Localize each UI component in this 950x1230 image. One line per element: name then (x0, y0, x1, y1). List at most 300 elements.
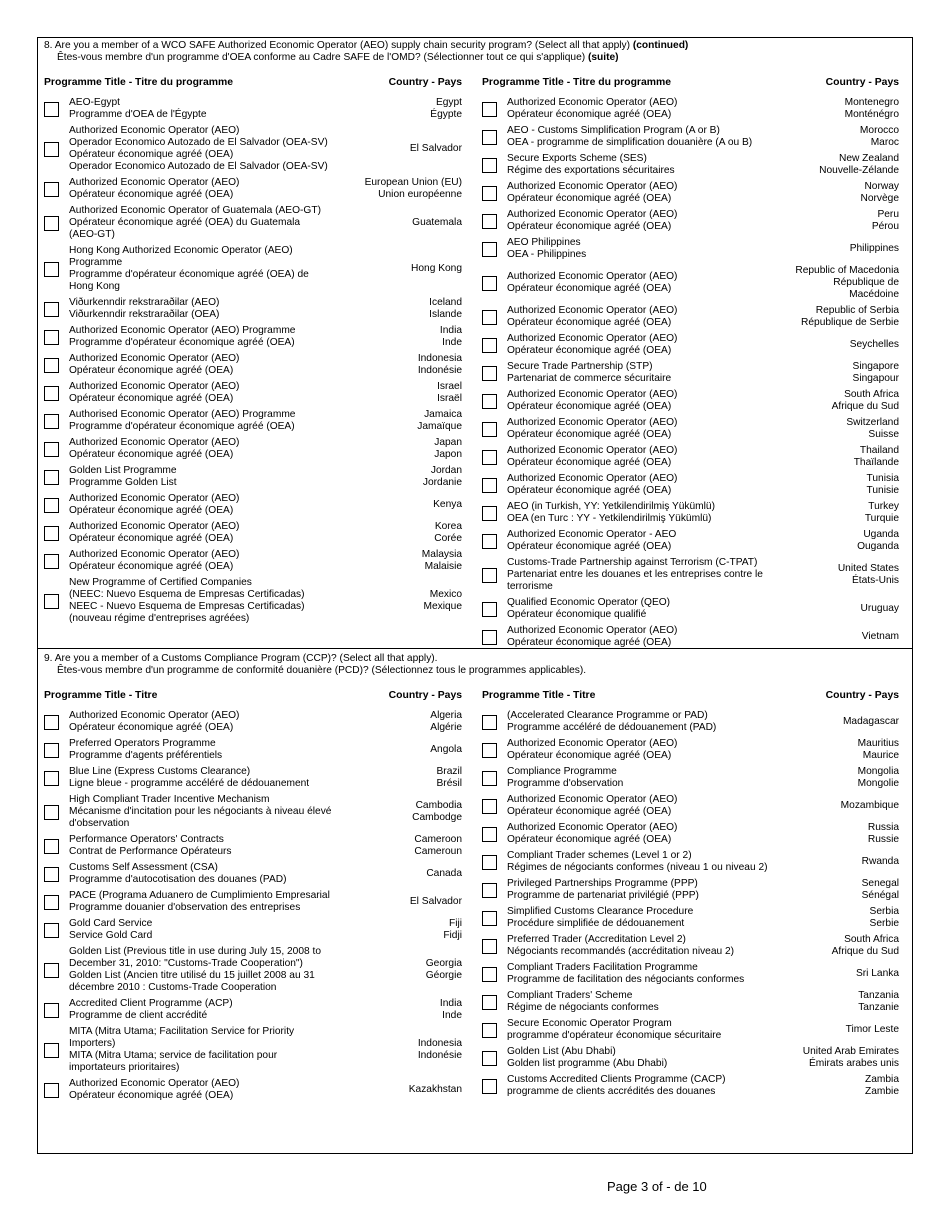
program-row (44, 549, 462, 573)
program-row (482, 305, 899, 329)
country-line: Israël (437, 393, 462, 404)
program-checkbox[interactable] (44, 498, 59, 513)
program-title-line: Customs Self Assessment (CSA) (69, 862, 218, 873)
program-checkbox[interactable] (44, 358, 59, 373)
program-row (44, 409, 462, 433)
program-title-line: Opérateur économique agréé (OEA) (69, 561, 234, 572)
country-line: Mexique (423, 601, 462, 612)
country-line: Kenya (433, 499, 462, 510)
program-title-line: Customs-Trade Partnership against Terrorism (C-TPAT) (507, 557, 758, 568)
program-checkbox[interactable] (482, 883, 497, 898)
program-title-line: Opérateur économique agréé (OEA) (507, 834, 672, 845)
program-row (44, 125, 462, 173)
program-title-line: Programme d'opérateur économique agréé (OEA) de (69, 269, 309, 280)
country-line: Cameroon (414, 834, 462, 845)
program-country (856, 968, 899, 980)
program-title-line: Opérateur économique agréé (OEA) (69, 505, 234, 516)
program-country (846, 1024, 899, 1036)
program-country (440, 998, 462, 1022)
program-country (418, 1038, 462, 1062)
program-country (858, 738, 899, 762)
country-line: India (439, 998, 462, 1009)
program-title-line: AEO-Egypt (69, 97, 120, 108)
program-title (507, 822, 868, 846)
program-title (507, 361, 853, 385)
program-row (44, 205, 462, 241)
program-title-line: Operador Economico Autozado de El Salvador (OEA-SV) (69, 161, 328, 172)
country-line: Inde (442, 337, 462, 348)
program-title-line: Viðurkenndir rekstraraðilar (OEA) (69, 309, 220, 320)
program-country (437, 381, 462, 405)
program-checkbox[interactable] (482, 1079, 497, 1094)
program-checkbox[interactable] (44, 470, 59, 485)
program-title-line: Opérateur économique agréé (OEA) (69, 149, 234, 160)
country-line: Tanzania (858, 990, 899, 1001)
program-checkbox[interactable] (44, 867, 59, 882)
program-title (69, 465, 423, 489)
program-title-line: MITA (Mitra Utama; Facilitation Service for Priority (69, 1026, 295, 1037)
country-line: Turkey (868, 501, 899, 512)
program-checkbox[interactable] (44, 963, 59, 978)
program-checkbox[interactable] (482, 715, 497, 730)
program-row (482, 962, 899, 986)
program-checkbox[interactable] (482, 338, 497, 353)
program-country (423, 589, 462, 613)
question-8-suite: (suite) (585, 52, 619, 63)
program-title-line: Secure Trade Partnership (STP) (507, 361, 653, 372)
program-title (69, 245, 411, 293)
program-title (69, 437, 434, 461)
country-line: United States (837, 563, 899, 574)
program-country (429, 297, 462, 321)
program-title-line: Ligne bleue - programme accéléré de dédouanement (69, 778, 310, 789)
country-line: Georgia (425, 958, 462, 969)
program-title (69, 998, 440, 1022)
program-country (850, 339, 899, 351)
program-checkbox[interactable] (482, 967, 497, 982)
program-row (44, 97, 462, 121)
program-title-line: d'observation (69, 818, 130, 829)
program-title-line: Programme (69, 257, 123, 268)
country-line: Cameroun (414, 846, 462, 857)
program-checkbox[interactable] (482, 568, 497, 583)
program-title-line: OEA - Philippines (507, 249, 587, 260)
program-title (69, 738, 430, 762)
program-checkbox[interactable] (482, 186, 497, 201)
country-line: Égypte (430, 109, 462, 120)
program-checkbox[interactable] (482, 102, 497, 117)
program-title (507, 237, 850, 261)
program-country (430, 97, 462, 121)
program-title-line: AEO - Customs Simplification Program (A or B) (507, 125, 720, 136)
program-title (69, 710, 430, 734)
program-title-line: importateurs prioritaires) (69, 1062, 180, 1073)
program-title-line: Opérateur économique agréé (OEA) (507, 317, 672, 328)
program-country (853, 361, 899, 385)
program-country (412, 800, 462, 824)
country-line: Cambodia (415, 800, 462, 811)
program-title-line: Opérateur économique agréé (OEA) (69, 722, 234, 733)
program-checkbox[interactable] (482, 310, 497, 325)
country-line: Cambodge (412, 812, 462, 823)
program-title-line: Opérateur économique agréé (OEA) (507, 806, 672, 817)
program-row (44, 325, 462, 349)
program-title (69, 549, 422, 573)
country-line: Hong Kong (411, 263, 462, 274)
program-title-line: Opérateur économique agréé (OEA) (507, 457, 672, 468)
program-row (482, 710, 899, 734)
program-country (426, 958, 462, 982)
country-line: Algérie (430, 722, 462, 733)
program-country (422, 549, 462, 573)
program-title-line: Gold Card Service (69, 918, 153, 929)
program-title-line: Opérateur économique agréé (OEA) (69, 533, 234, 544)
program-checkbox[interactable] (482, 242, 497, 257)
country-line: Malaisie (424, 561, 462, 572)
program-title-line: décembre 2010 : Customs-Trade Cooperation (69, 982, 277, 993)
program-checkbox[interactable] (44, 262, 59, 277)
country-line: Uganda (863, 529, 899, 540)
question-8-french: Êtes-vous membre d'un programme d'OEA conforme au Cadre SAFE de l'OMD? (Sélectionner tout ce qui s'applique) (57, 52, 586, 63)
program-title-line: Customs Accredited Clients Programme (CACP) (507, 1074, 726, 1085)
program-title-line: terrorisme (507, 581, 553, 592)
program-checkbox[interactable] (482, 995, 497, 1010)
program-title-line: Opérateur économique agréé (OEA) (507, 345, 672, 356)
country-line: Géorgie (425, 970, 462, 981)
program-title-line: Opérateur économique agréé (OEA) (507, 541, 672, 552)
country-line: Tunisie (866, 485, 899, 496)
program-title-line: Qualified Economic Operator (QEO) (507, 597, 671, 608)
program-country (860, 603, 899, 615)
program-title-line: Authorized Economic Operator (AEO) (507, 333, 678, 344)
program-title-line: Authorized Economic Operator (AEO) (507, 209, 678, 220)
program-title (507, 271, 795, 295)
country-line: Corée (434, 533, 462, 544)
program-country (417, 409, 462, 433)
program-checkbox[interactable] (44, 102, 59, 117)
program-title-line: Régime de négociants conformes (507, 1002, 659, 1013)
program-title-line: Blue Line (Express Customs Clearance) (69, 766, 251, 777)
program-country (418, 353, 462, 377)
program-country (862, 878, 899, 902)
program-title-line: Golden List (Abu Dhabi) (507, 1046, 616, 1057)
program-row (44, 577, 462, 625)
program-title-line: Programme d'agents préférentiels (69, 750, 223, 761)
program-title (69, 205, 412, 241)
country-line: Macédoine (849, 289, 899, 300)
country-line: Indonesia (417, 1038, 462, 1049)
program-title (507, 305, 801, 329)
program-row (44, 465, 462, 489)
program-title-line: Programme de client accrédité (69, 1010, 208, 1021)
program-checkbox[interactable] (44, 330, 59, 345)
program-checkbox[interactable] (482, 534, 497, 549)
country-line: Fidji (443, 930, 462, 941)
program-country (795, 265, 899, 301)
program-row (482, 181, 899, 205)
program-title (69, 521, 434, 545)
program-title (69, 834, 414, 858)
program-title-line: Preferred Operators Programme (69, 738, 216, 749)
program-checkbox[interactable] (482, 602, 497, 617)
program-row (44, 766, 462, 790)
country-line: Madagascar (842, 716, 899, 727)
program-title (507, 97, 845, 121)
program-country (843, 716, 899, 728)
program-title-line: Authorized Economic Operator (AEO) (507, 822, 678, 833)
program-row (482, 794, 899, 818)
program-title-line: Opérateur économique agréé (OEA) (507, 283, 672, 294)
program-checkbox[interactable] (482, 394, 497, 409)
program-title (507, 473, 867, 497)
country-line: Tanzanie (858, 1002, 899, 1013)
country-line: Japon (434, 449, 462, 460)
program-country (443, 918, 462, 942)
program-country (803, 1046, 899, 1070)
section-divider (37, 648, 913, 649)
program-title (69, 794, 412, 830)
country-line: Morocco (859, 125, 899, 136)
column-country-header: Country - Pays (388, 690, 462, 701)
program-row (44, 1026, 462, 1074)
program-title (507, 878, 862, 902)
program-country (854, 445, 899, 469)
country-line: Nouvelle-Zélande (819, 165, 899, 176)
program-title-line: Secure Exports Scheme (SES) (507, 153, 647, 164)
program-checkbox[interactable] (44, 594, 59, 609)
country-line: Zambia (865, 1074, 899, 1085)
program-title-line: Golden List (Previous title in use during July 15, 2008 to (69, 946, 322, 957)
program-title (507, 934, 832, 958)
country-line: Norvège (860, 193, 899, 204)
program-country (365, 177, 462, 201)
program-checkbox[interactable] (482, 630, 497, 645)
program-title-line: Viðurkenndir rekstraraðilar (AEO) (69, 297, 220, 308)
program-title-line: PACE (Programa Aduanero de Cumplimiento Empresarial (69, 890, 330, 901)
program-checkbox[interactable] (44, 442, 59, 457)
program-title (507, 1018, 846, 1042)
program-title (507, 962, 856, 986)
program-title (507, 333, 850, 357)
program-checkbox[interactable] (44, 182, 59, 197)
program-title-line: programme d'opérateur économique sécuritaire (507, 1030, 722, 1041)
program-title-line: Procédure simplifiée de dédouanement (507, 918, 685, 929)
program-title-line: Importers) (69, 1038, 116, 1049)
country-line: Turquie (864, 513, 899, 524)
program-checkbox[interactable] (44, 386, 59, 401)
program-title-line: Opérateur économique agréé (OEA) (507, 429, 672, 440)
country-line: Jordanie (422, 477, 462, 488)
program-title-line: Compliant Trader schemes (Level 1 or 2) (507, 850, 692, 861)
program-checkbox[interactable] (44, 302, 59, 317)
country-line: Jordan (430, 465, 462, 476)
program-title-line: Contrat de Performance Opérateurs (69, 846, 232, 857)
program-title-line: Programme de partenariat privilégié (PPP) (507, 890, 699, 901)
program-checkbox[interactable] (44, 216, 59, 231)
question-9-english: 9. Are you a member of a Customs Compliance Program (CCP)? (Select all that apply). (44, 653, 438, 664)
program-title-line: AEO Philippines (507, 237, 581, 248)
country-line: Maurice (862, 750, 899, 761)
program-title (69, 325, 440, 349)
program-checkbox[interactable] (44, 895, 59, 910)
program-country (440, 325, 462, 349)
program-title-line: Authorized Economic Operator (AEO) (69, 1078, 240, 1089)
program-title-line: OEA - programme de simplification douanière (A ou B) (507, 137, 753, 148)
country-line: El Salvador (409, 143, 462, 154)
program-row (482, 209, 899, 233)
program-title (507, 710, 843, 734)
program-title (507, 389, 832, 413)
country-line: Tunisia (866, 473, 899, 484)
program-checkbox[interactable] (482, 158, 497, 173)
program-title-line: Opérateur économique agréé (OEA) (69, 189, 234, 200)
country-line: Indonésie (417, 1050, 462, 1061)
country-line: New Zealand (838, 153, 899, 164)
country-line: Fiji (448, 918, 462, 929)
program-row (44, 493, 462, 517)
program-title-line: Programme d'observation (507, 778, 624, 789)
program-row (44, 710, 462, 734)
program-title-line: Authorized Economic Operator (AEO) (507, 738, 678, 749)
program-checkbox[interactable] (44, 743, 59, 758)
country-line: Egypt (435, 97, 462, 108)
q8-right-column (482, 77, 899, 653)
program-checkbox[interactable] (482, 366, 497, 381)
program-title (69, 177, 365, 201)
program-country (801, 305, 899, 329)
program-checkbox[interactable] (482, 422, 497, 437)
country-line: Canada (426, 868, 462, 879)
program-country (865, 501, 899, 525)
program-checkbox[interactable] (44, 1003, 59, 1018)
program-checkbox[interactable] (44, 526, 59, 541)
program-row (44, 918, 462, 942)
program-country (832, 934, 899, 958)
country-line: Maroc (870, 137, 899, 148)
program-country (838, 563, 899, 587)
country-line: Switzerland (846, 417, 899, 428)
program-title (507, 597, 860, 621)
program-checkbox[interactable] (482, 276, 497, 291)
q9-right-header (482, 690, 899, 710)
country-line: South Africa (844, 934, 899, 945)
column-title-header: Programme Title - Titre du programme (482, 77, 671, 88)
country-line: Japan (434, 437, 462, 448)
program-checkbox[interactable] (44, 715, 59, 730)
program-title-line: Authorized Economic Operator (AEO) (507, 794, 678, 805)
program-checkbox[interactable] (482, 1051, 497, 1066)
program-row (482, 501, 899, 525)
country-line: Union européenne (378, 189, 462, 200)
program-title-line: Authorized Economic Operator of Guatemala (AEO-GT) (69, 205, 321, 216)
program-checkbox[interactable] (482, 939, 497, 954)
program-title (69, 297, 429, 321)
program-checkbox[interactable] (482, 130, 497, 145)
program-title-line: Régime des exportations sécuritaires (507, 165, 675, 176)
program-title-line: Authorized Economic Operator (AEO) (69, 549, 240, 560)
program-title (507, 445, 854, 469)
program-title-line: (NEEC: Nuevo Esquema de Empresas Certificadas) (69, 589, 305, 600)
program-row (482, 822, 899, 846)
program-checkbox[interactable] (482, 855, 497, 870)
program-country (865, 1074, 899, 1098)
program-title (69, 97, 430, 121)
program-title (507, 153, 819, 177)
program-row (44, 177, 462, 201)
program-row (482, 333, 899, 357)
program-title (69, 890, 410, 914)
program-checkbox[interactable] (482, 214, 497, 229)
program-checkbox[interactable] (44, 554, 59, 569)
country-line: Singapour (852, 373, 899, 384)
program-checkbox[interactable] (44, 923, 59, 938)
program-title-line: Opérateur économique agréé (OEA) (69, 393, 234, 404)
program-checkbox[interactable] (44, 1083, 59, 1098)
program-checkbox[interactable] (482, 827, 497, 842)
program-checkbox[interactable] (482, 911, 497, 926)
program-title-line: Programme d'opérateur économique agréé (OEA) (69, 421, 295, 432)
program-row (482, 557, 899, 593)
question-8-continued: (continued) (630, 40, 689, 51)
program-checkbox[interactable] (44, 142, 59, 157)
country-line: Vietnam (861, 631, 899, 642)
program-row (482, 237, 899, 261)
program-checkbox[interactable] (44, 839, 59, 854)
program-title (507, 990, 858, 1014)
program-title (69, 862, 426, 886)
q9-right-column (482, 690, 899, 1102)
program-title-line: (nouveau régime d'entreprises agréées) (69, 613, 250, 624)
country-line: Seychelles (849, 339, 899, 350)
program-row (482, 529, 899, 553)
country-line: Thaïlande (853, 457, 899, 468)
program-checkbox[interactable] (482, 1023, 497, 1038)
program-checkbox[interactable] (44, 805, 59, 820)
program-checkbox[interactable] (482, 799, 497, 814)
program-row (482, 97, 899, 121)
program-checkbox[interactable] (482, 478, 497, 493)
program-title-line: Simplified Customs Clearance Procedure (507, 906, 694, 917)
program-checkbox[interactable] (482, 506, 497, 521)
country-line: Republic of Serbia (815, 305, 899, 316)
program-checkbox[interactable] (44, 1043, 59, 1058)
program-title-line: Authorized Economic Operator (AEO) (507, 417, 678, 428)
program-row (482, 934, 899, 958)
country-line: Angola (430, 744, 462, 755)
program-title-line: Authorized Economic Operator (AEO) (69, 177, 240, 188)
program-row (482, 597, 899, 621)
country-line: Afrique du Sud (831, 946, 899, 957)
country-line: Norway (864, 181, 899, 192)
program-row (482, 850, 899, 874)
program-checkbox[interactable] (482, 450, 497, 465)
country-line: Singapore (852, 361, 899, 372)
program-title-line: Hong Kong Authorized Economic Operator (AEO) (69, 245, 293, 256)
country-line: Mongolia (857, 766, 899, 777)
program-country (819, 153, 899, 177)
program-checkbox[interactable] (482, 771, 497, 786)
program-checkbox[interactable] (44, 771, 59, 786)
program-checkbox[interactable] (482, 743, 497, 758)
program-checkbox[interactable] (44, 414, 59, 429)
program-country (857, 529, 899, 553)
program-country (430, 710, 462, 734)
program-title-line: Partenariat de commerce sécuritaire (507, 373, 672, 384)
country-line: Sénégal (861, 890, 899, 901)
program-title-line: Régimes de négociants conformes (niveau 1 ou niveau 2) (507, 862, 768, 873)
program-title-line: Golden list programme (Abu Dhabi) (507, 1058, 668, 1069)
program-title (507, 417, 846, 441)
